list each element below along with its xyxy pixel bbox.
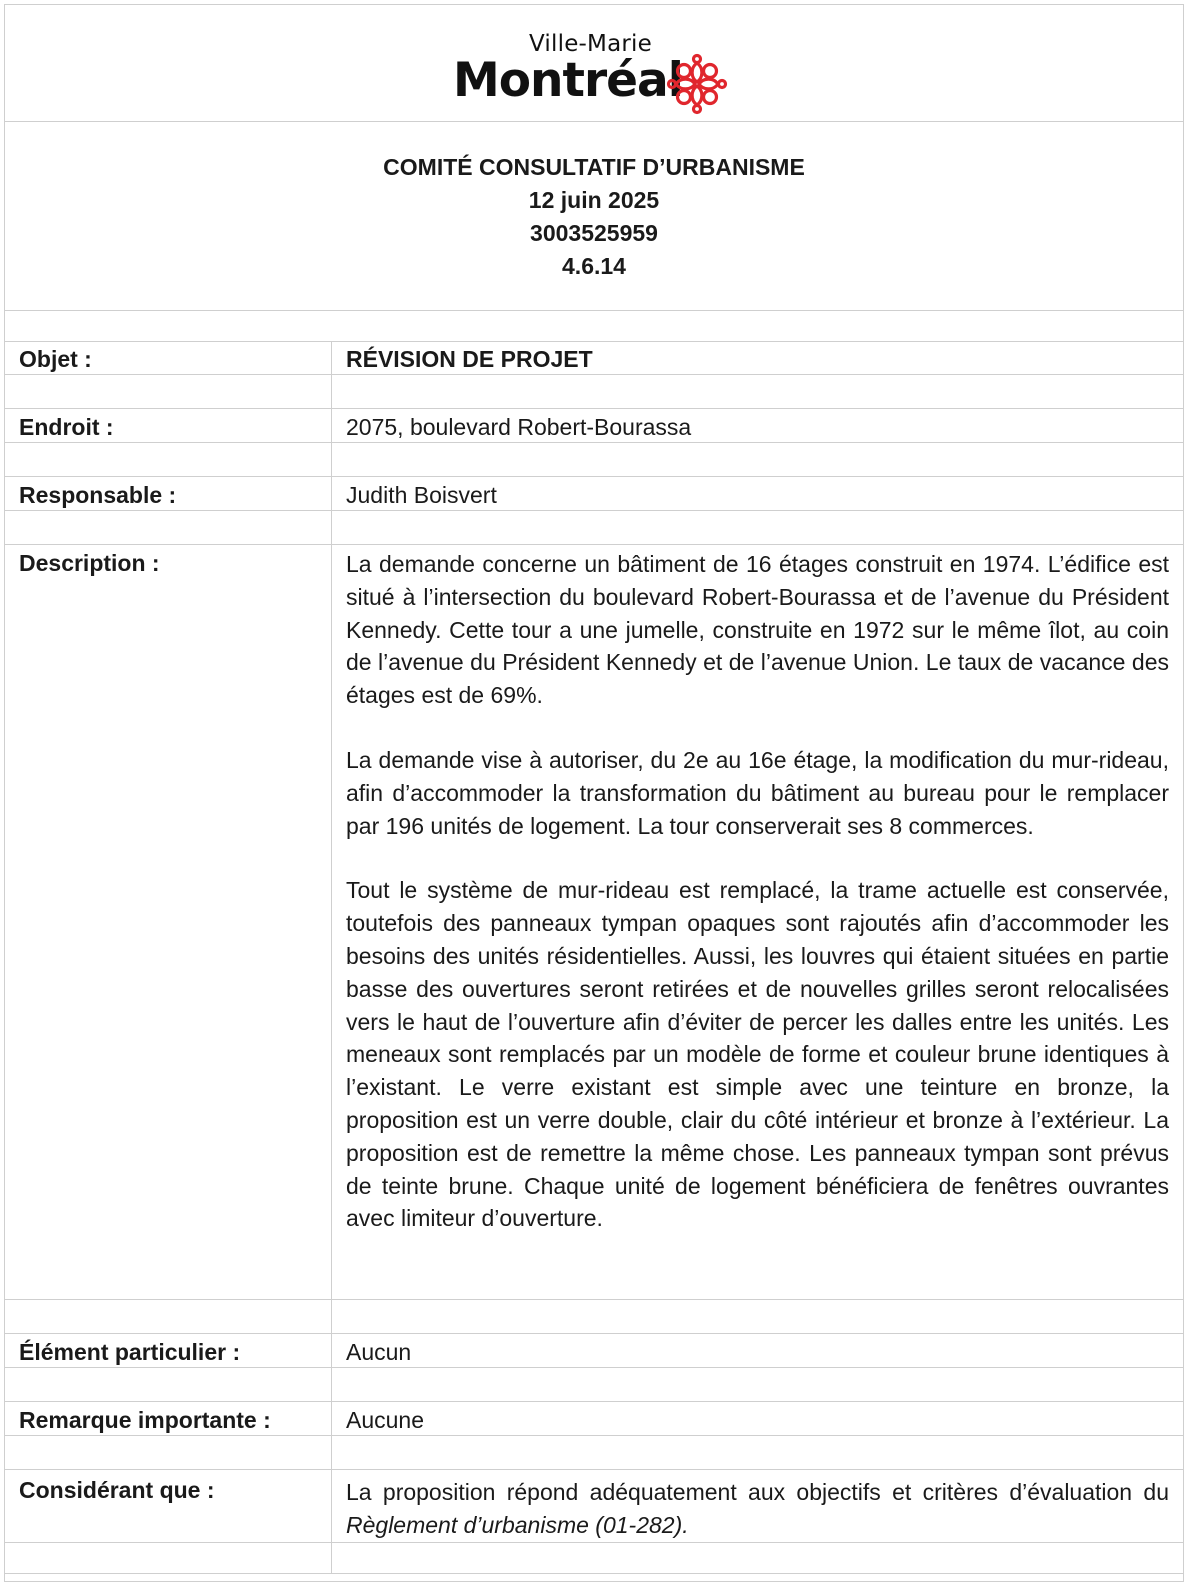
responsable-value: Judith Boisvert <box>346 482 497 508</box>
agenda-item-number: 4.6.14 <box>562 253 626 279</box>
regulation-reference: Règlement d’urbanisme (01-282). <box>346 1511 689 1538</box>
description-paragraph: La demande vise à autoriser, du 2e au 16e étage, la modification du mur-rideau, afin d’accommoder la transformation du bâtiment au bureau pour le remplacer par 196 unités de logement. La tour conserverait ses 8 commerces. <box>346 746 1169 839</box>
document-title-block <box>5 121 1183 311</box>
responsable-label: Responsable : <box>19 482 177 508</box>
considerant-text <box>346 1476 1169 1542</box>
endroit-value: 2075, boulevard Robert-Bourassa <box>346 414 692 440</box>
file-number: 3003525959 <box>530 220 658 246</box>
element-label: Élément particulier : <box>19 1339 241 1365</box>
considerant-label: Considérant que : <box>19 1477 215 1503</box>
description-paragraph: Tout le système de mur-rideau est remplacé, la trame actuelle est conservée, toutefois des panneaux tympan opaques sont rajoutés afin d’accommoder les besoins des unités résidentielles. Aussi, les louvres qui étaient situées en partie basse des ouvertures seront retirées et de nouvelles grilles seront relocalisées vers le haut de l’ouverture afin d’éviter de percer les dalles entre les unités. Les meneaux sont remplacés par un modèle de forme et couleur brune identiques à l’existant. Le verre existant est simple avec une teinture en bronze, la proposition est un verre double, clair du côté intérieur et bronze à l’extérieur. La proposition est de remettre la même chose. Les panneaux tympan sont prévus de teinte brune. Chaque unité de logement bénéficiera de fenêtres ouvrantes avec limiteur d’ouverture. <box>346 877 1169 1232</box>
spacer-row <box>5 511 1183 545</box>
considerant-text-main: La proposition répond adéquatement aux objectifs et critères d’évaluation du <box>346 1479 1169 1505</box>
spacer-row <box>5 1300 1183 1334</box>
table-row-endroit <box>5 409 1183 443</box>
spacer-row <box>5 375 1183 409</box>
spacer-row <box>5 1542 1183 1573</box>
element-value: Aucun <box>346 1339 412 1365</box>
fields-table <box>5 341 1183 1574</box>
objet-value: RÉVISION DE PROJET <box>346 346 593 372</box>
remarque-value: Aucune <box>346 1407 425 1433</box>
endroit-label: Endroit : <box>19 414 114 440</box>
table-row-objet <box>5 341 1183 375</box>
committee-title: COMITÉ CONSULTATIF D’URBANISME <box>383 154 805 180</box>
description-label: Description : <box>19 550 160 576</box>
document-page <box>4 4 1184 1582</box>
objet-label: Objet : <box>19 346 92 372</box>
table-row-element <box>5 1334 1183 1368</box>
description-paragraph: La demande concerne un bâtiment de 16 étages construit en 1974. L’édifice est situé à l’intersection du boulevard Robert-Bourassa et de l’avenue du Président Kennedy. Cette tour a une jumelle, construite en 1972 sur le même îlot, au coin de l’avenue du Président Kennedy et de l’avenue Union. Le taux de vacance des étages est de 69%. <box>346 551 1169 709</box>
spacer-row <box>5 443 1183 477</box>
spacer-row <box>5 310 1183 342</box>
montreal-logo <box>453 31 733 111</box>
logo-ville-marie: Ville-Marie <box>529 31 652 57</box>
montreal-rosette-icon <box>666 53 728 115</box>
spacer-row <box>5 1436 1183 1470</box>
spacer-row <box>5 1368 1183 1402</box>
meeting-date: 12 juin 2025 <box>528 187 660 213</box>
table-row-considerant <box>5 1470 1183 1543</box>
remarque-label: Remarque importante : <box>19 1407 271 1433</box>
logo-montreal-wordmark: Montréal <box>453 53 683 108</box>
table-row-description <box>5 545 1183 1300</box>
logo-cell <box>5 5 1183 122</box>
table-row-responsable <box>5 477 1183 511</box>
table-row-remarque <box>5 1402 1183 1436</box>
